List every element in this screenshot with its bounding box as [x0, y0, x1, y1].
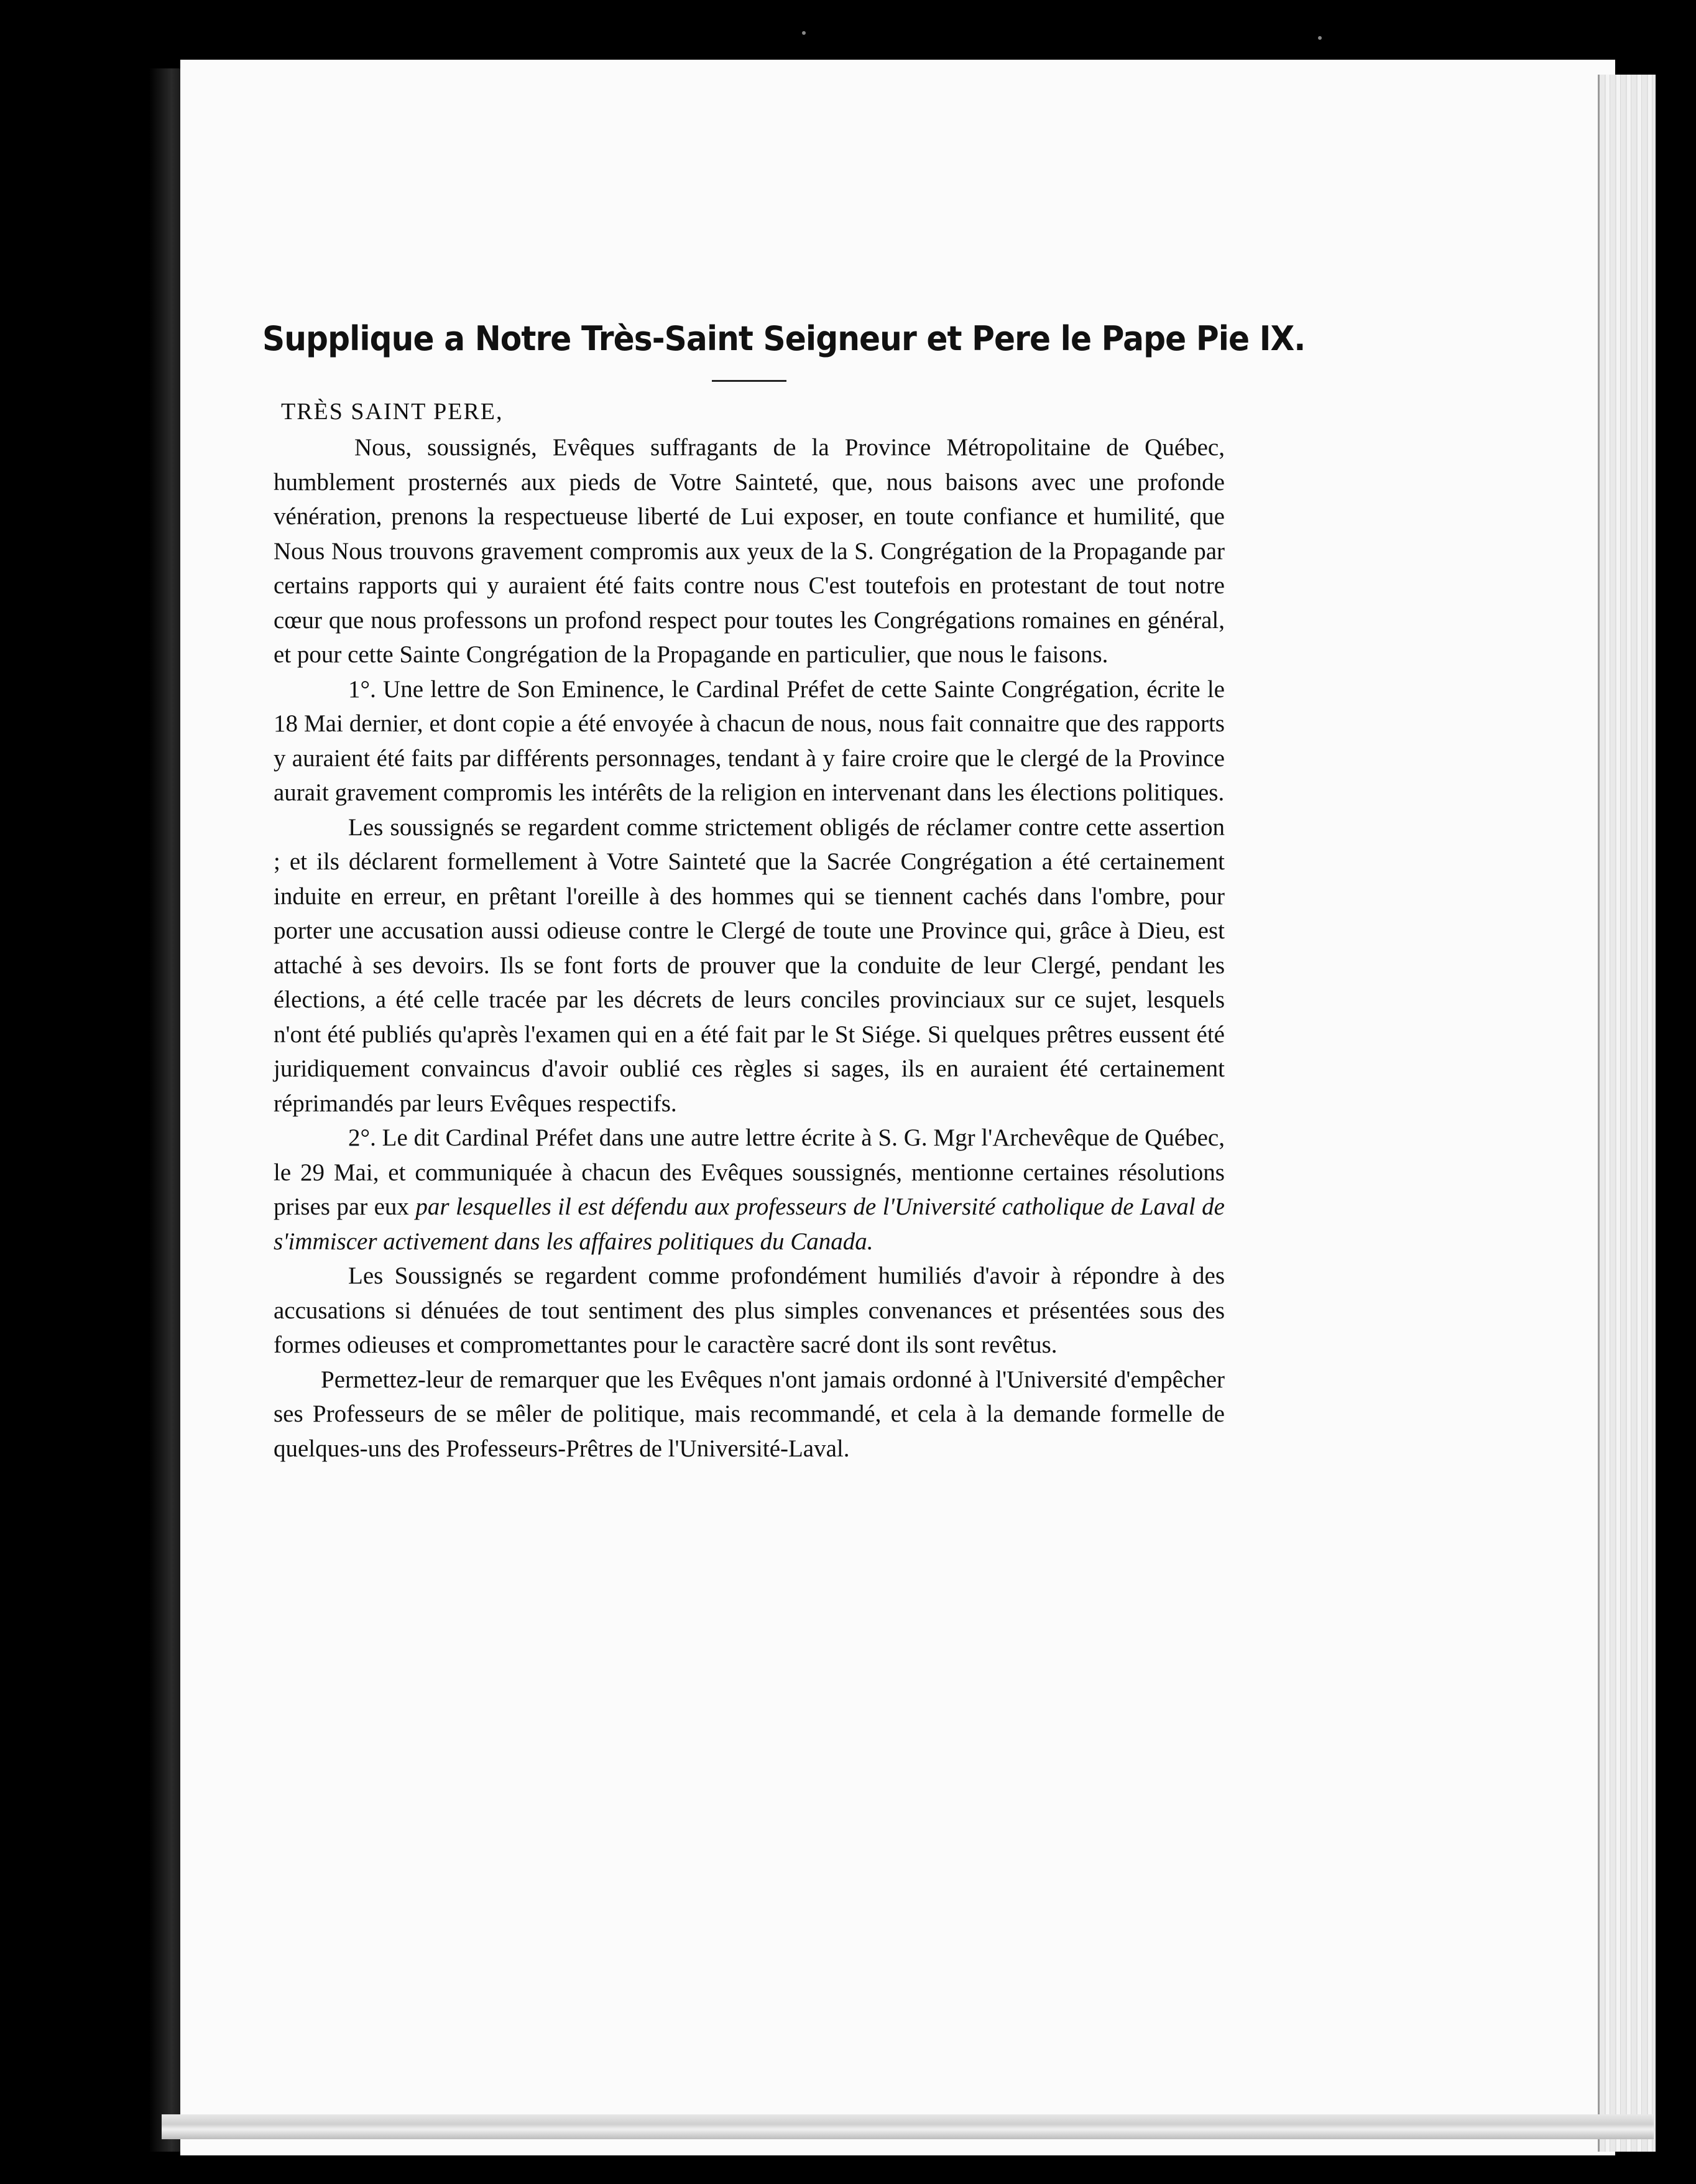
page-bottom-edge	[162, 2114, 1654, 2139]
paragraph-2: 1°. Une lettre de Son Eminence, le Cardinal Préfet de cette Sainte Congrégation, écrite le 18 Mai dernier, et dont copie a été envoyée à chacun de nous, nous fait connaitre que des rapports y auraient été faits par différents personnages, tendant à y faire croire que le clergé de la Province aurait gravement compromis les intérêts de la religion en intervenant dans les élections politiques.	[274, 675, 1225, 806]
paragraph-3: Les soussignés se regardent comme strictement obligés de réclamer contre cette assertion ; et ils déclarent formellement à Votre Sainteté que la Sacrée Congrégation a été certainement induite en erreur, en prêtant l'oreille à des hommes qui se tiennent cachés dans l'ombre, pour porter une accusation aussi odieuse contre le Clergé de toute une Province qui, grâce à Dieu, est attaché à ses devoirs. Ils se font forts de prouver que la conduite de leur Clergé, pendant les élections, a été celle tracée par les décrets de leurs conciles provinciaux sur ce sujet, lesquels n'ont été publiés qu'après l'examen qui en a été fait par le St Siége. Si quelques prêtres eussent été juridiquement convaincus d'avoir oublié ces règles si sages, ils en auraient été certainement réprimandés par leurs Evêques respectifs.	[274, 813, 1225, 1117]
paragraph-4-italic: par lesquelles il est défendu aux professeurs de l'Université catholique de Laval de s'immiscer activement dans les affaires politiques du Canada.	[274, 1193, 1225, 1255]
document-body	[262, 314, 1306, 1466]
title-rule	[712, 380, 786, 382]
paragraph-5: Les Soussignés se regardent comme profondément humiliés d'avoir à répondre à des accusations si dénuées de tout sentiment des plus simples convenances et présentées sous des formes odieuses et compromettantes pour le caractère sacré dont ils sont revêtus.	[274, 1262, 1225, 1358]
document-title: Supplique a Notre Très-Saint Seigneur et Pere le Pape Pie IX.	[262, 319, 1306, 358]
paragraph-4	[274, 1121, 1225, 1259]
page-edge-stack	[1598, 75, 1656, 2152]
salutation: TRÈS SAINT PERE,	[281, 399, 504, 425]
paragraph-4-text: 2°. Le dit Cardinal Préfet dans une autre lettre écrite à S. G. Mgr l'Archevêque de Québec, le 29 Mai, et communiquée à chacun des Evêques soussignés, mentionne certaines résolutions prises par eux	[274, 1124, 1225, 1220]
paragraph-1: Nous, soussignés, Evêques suffragants de la Province Métropolitaine de Québec, humblement prosternés aux pieds de Votre Sainteté, que, nous baisons avec une profonde vénération, prenons la respectueuse liberté de Lui exposer, en toute confiance et humilité, que Nous Nous trouvons gravement compromis aux yeux de la S. Congrégation de la Propagande par certains rapports qui y auraient été faits contre nous C'est toutefois en protestant de tout notre cœur que nous professons un profond respect pour toutes les Congrégations romaines en général, et pour cette Sainte Congrégation de la Propagande en particulier, que nous le faisons.	[274, 434, 1225, 668]
paragraph-6: Permettez-leur de remarquer que les Evêques n'ont jamais ordonné à l'Université d'empêcher ses Professeurs de se mêler de politique, mais recommandé, et cela à la demande formelle de quelques-uns des Professeurs-Prêtres de l'Université-Laval.	[274, 1366, 1225, 1462]
scan-speck	[802, 31, 806, 35]
scan-speck	[1318, 36, 1322, 40]
